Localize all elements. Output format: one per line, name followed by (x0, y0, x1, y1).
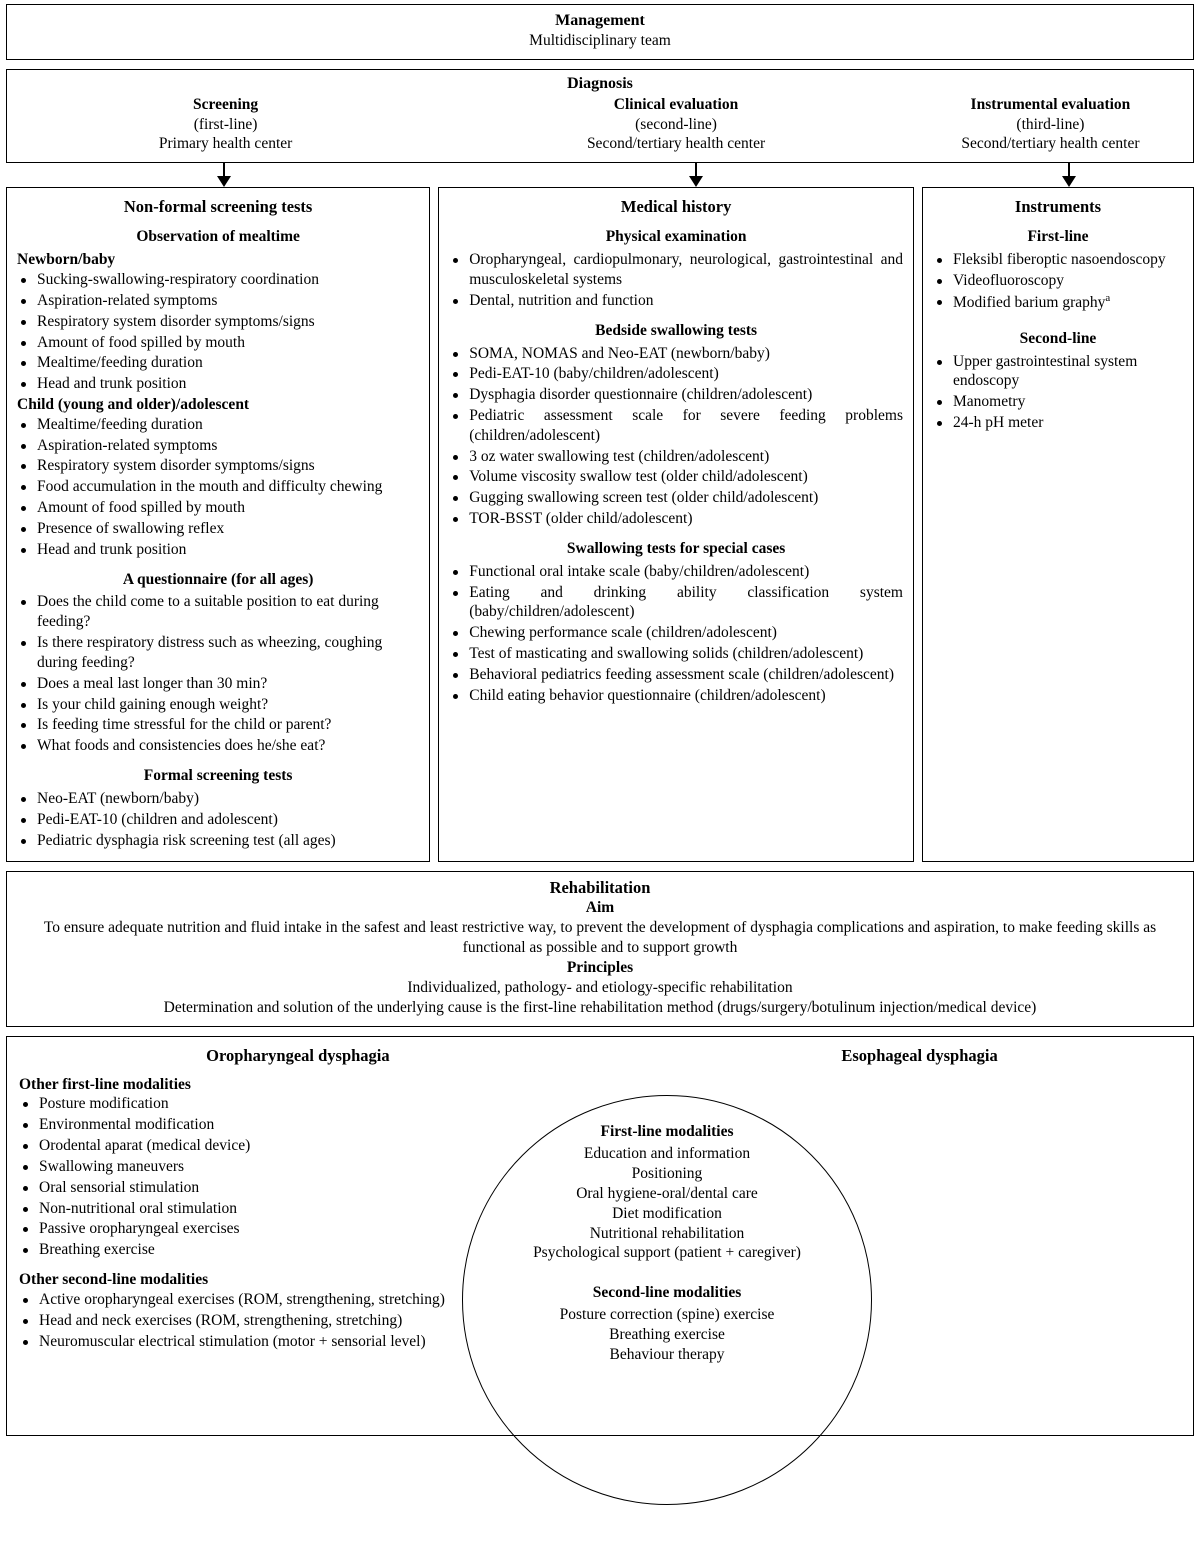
instruments-second-line-list (933, 352, 1183, 433)
rehabilitation-title: Rehabilitation (549, 878, 651, 898)
list-item: Presence of swallowing reflex (17, 519, 419, 539)
diagnosis-columns (15, 95, 1185, 154)
diagnosis-clinical-line3: Second/tertiary health center (586, 135, 766, 153)
list-item: Head and trunk position (17, 374, 419, 394)
list-item: Neo-EAT (newborn/baby) (17, 789, 419, 809)
list-item: Aspiration-related symptoms (17, 436, 419, 456)
arrow-down-clinical (689, 163, 703, 187)
list-item: Head and neck exercises (ROM, strengthening, stretching) (19, 1311, 554, 1331)
newborn-list (17, 270, 419, 394)
circle-list-item: Diet modification (612, 1204, 722, 1222)
child-list (17, 415, 419, 560)
list-item: Oral sensorial stimulation (19, 1178, 554, 1198)
list-item: Amount of food spilled by mouth (17, 498, 419, 518)
diagnosis-screening-line2: (first-line) (193, 115, 258, 133)
newborn-label: Newborn/baby (17, 251, 116, 269)
management-subtitle: Multidisciplinary team (529, 32, 671, 50)
other-first-line-label: Other first-line modalities (19, 1075, 191, 1093)
list-item: Is your child gaining enough weight? (17, 695, 419, 715)
questionnaire-heading: A questionnaire (for all ages) (122, 570, 314, 588)
list-item: 3 oz water swallowing test (children/adolescent) (449, 447, 903, 467)
list-item: Active oropharyngeal exercises (ROM, strengthening, stretching) (19, 1290, 554, 1310)
child-label: Child (young and older)/adolescent (17, 395, 250, 413)
special-heading: Swallowing tests for special cases (566, 539, 786, 557)
list-item: Does a meal last longer than 30 min? (17, 674, 419, 694)
list-item: Is feeding time stressful for the child or parent? (17, 715, 419, 735)
list-item: Respiratory system disorder symptoms/signs (17, 312, 419, 332)
list-item: Oropharyngeal, cardiopulmonary, neurological, gastrointestinal and musculoskeletal systems (449, 250, 903, 290)
instruments-first-line-list (933, 250, 1183, 313)
physical-heading: Physical examination (605, 228, 747, 246)
arrow-down-screening (217, 163, 231, 187)
diagnosis-instrumental-line3: Second/tertiary health center (961, 135, 1140, 153)
list-item: Child eating behavior questionnaire (children/adolescent) (449, 686, 903, 706)
circle-list-item: Oral hygiene-oral/dental care (576, 1184, 758, 1202)
list-item: Posture modification (19, 1094, 554, 1114)
dysphagia-headings (19, 1045, 1181, 1066)
shared-modalities-circle (462, 1095, 872, 1505)
list-item: Aspiration-related symptoms (17, 291, 419, 311)
list-item: Is there respiratory distress such as wheezing, coughing during feeding? (17, 633, 419, 673)
diagnosis-screening-line3: Primary health center (158, 135, 293, 153)
diagnosis-title: Diagnosis (567, 75, 633, 93)
circle-second-line-heading: Second-line modalities (592, 1284, 742, 1302)
list-item: Food accumulation in the mouth and difficulty chewing (17, 477, 419, 497)
list-item: Mealtime/feeding duration (17, 353, 419, 373)
bedside-list (449, 344, 903, 529)
screening-title: Non-formal screening tests (123, 197, 313, 217)
diagnosis-screening-heading: Screening (193, 95, 259, 113)
list-item: Test of masticating and swallowing solids (children/adolescent) (449, 644, 903, 664)
arrow-row (6, 163, 1194, 187)
list-item: Swallowing maneuvers (19, 1157, 554, 1177)
list-item: 24-h pH meter (933, 413, 1183, 433)
list-item: Functional oral intake scale (baby/children/adolescent) (449, 562, 903, 582)
circle-list-item: Psychological support (patient + caregiver) (533, 1244, 801, 1262)
list-item: Behavioral pediatrics feeding assessment scale (children/adolescent) (449, 665, 903, 685)
bedside-heading: Bedside swallowing tests (595, 321, 758, 339)
list-item: SOMA, NOMAS and Neo-EAT (newborn/baby) (449, 344, 903, 364)
circle-list-item: Breathing exercise (609, 1325, 725, 1343)
diagnosis-column-instrumental (916, 95, 1185, 154)
list-item: Pedi-EAT-10 (baby/children/adolescent) (449, 364, 903, 384)
other-second-line-label: Other second-line modalities (19, 1271, 209, 1289)
arrow-down-instrumental (1062, 163, 1076, 187)
circle-list-item: Posture correction (spine) exercise (559, 1306, 775, 1324)
formal-list (17, 789, 419, 850)
rehabilitation-aim-label: Aim (585, 899, 615, 917)
footnote-marker: a (1105, 291, 1111, 304)
diagnosis-column-screening (15, 95, 436, 154)
clinical-box (438, 187, 914, 862)
evaluation-columns (6, 187, 1194, 862)
circle-list-item: Nutritional rehabilitation (589, 1224, 745, 1242)
diagnosis-column-clinical (436, 95, 916, 154)
diagnosis-clinical-heading: Clinical evaluation (613, 95, 739, 113)
list-item: Passive oropharyngeal exercises (19, 1219, 554, 1239)
circle-list-item: Positioning (631, 1165, 703, 1183)
list-item: Respiratory system disorder symptoms/signs (17, 456, 419, 476)
management-box (6, 4, 1194, 60)
list-item: Videofluoroscopy (933, 271, 1183, 291)
instruments-title: Instruments (1014, 197, 1102, 217)
list-item: Environmental modification (19, 1115, 554, 1135)
list-item: Gugging swallowing screen test (older child/adolescent) (449, 488, 903, 508)
list-item: Chewing performance scale (children/adolescent) (449, 623, 903, 643)
observation-heading: Observation of mealtime (136, 228, 300, 246)
instruments-second-line-heading: Second-line (1019, 329, 1097, 347)
list-item: Pediatric dysphagia risk screening test (all ages) (17, 831, 419, 851)
list-item: Amount of food spilled by mouth (17, 333, 419, 353)
diagnosis-box (6, 69, 1194, 163)
circle-list-item: Education and information (583, 1145, 751, 1163)
list-item: Head and trunk position (17, 540, 419, 560)
list-item: Pediatric assessment scale for severe feeding problems (children/adolescent) (449, 406, 903, 446)
list-item (933, 292, 1183, 313)
instruments-box (922, 187, 1194, 862)
circle-first-line-heading: First-line modalities (600, 1123, 734, 1141)
list-item: Dental, nutrition and function (449, 291, 903, 311)
diagnosis-instrumental-line2: (third-line) (1016, 115, 1085, 133)
list-item: Sucking-swallowing-respiratory coordination (17, 270, 419, 290)
rehabilitation-principles-label: Principles (566, 958, 634, 976)
list-item: Neuromuscular electrical stimulation (motor + sensorial level) (19, 1332, 554, 1352)
list-item: Fleksibl fiberoptic nasoendoscopy (933, 250, 1183, 270)
screening-box (6, 187, 430, 862)
list-item: Dysphagia disorder questionnaire (children/adolescent) (449, 385, 903, 405)
list-item: Pedi-EAT-10 (children and adolescent) (17, 810, 419, 830)
list-item: Breathing exercise (19, 1240, 554, 1260)
rehabilitation-aim-text: To ensure adequate nutrition and fluid intake in the safest and least restrictive way, to prevent the development of dysphagia complications and aspiration, to make feeding skills as functional as possible and to support growth (43, 919, 1157, 957)
circle-list-item: Behaviour therapy (609, 1345, 725, 1363)
list-item: Orodental aparat (medical device) (19, 1136, 554, 1156)
physical-list (449, 250, 903, 310)
list-item: What foods and consistencies does he/she eat? (17, 736, 419, 756)
diagnosis-clinical-line2: (second-line) (635, 115, 717, 133)
list-item: Non-nutritional oral stimulation (19, 1199, 554, 1219)
rehabilitation-box (6, 871, 1194, 1027)
special-list (449, 562, 903, 706)
esophageal-title: Esophageal dysphagia (841, 1046, 998, 1066)
rehabilitation-principles-line1: Individualized, pathology- and etiology-specific rehabilitation (407, 978, 793, 996)
list-item: Does the child come to a suitable position to eat during feeding? (17, 592, 419, 632)
list-item: Mealtime/feeding duration (17, 415, 419, 435)
list-item: Upper gastrointestinal system endoscopy (933, 352, 1183, 392)
formal-heading: Formal screening tests (143, 767, 293, 785)
oropharyngeal-title: Oropharyngeal dysphagia (206, 1046, 390, 1066)
list-item: Volume viscosity swallow test (older child/adolescent) (449, 467, 903, 487)
management-title: Management (555, 12, 645, 29)
questionnaire-list (17, 592, 419, 756)
instruments-first-line-heading: First-line (1027, 228, 1089, 246)
list-item: TOR-BSST (older child/adolescent) (449, 509, 903, 529)
list-item-text: Modified barium graphy (953, 294, 1106, 311)
list-item: Eating and drinking ability classification system (baby/children/adolescent) (449, 583, 903, 623)
list-item: Manometry (933, 392, 1183, 412)
dysphagia-modalities-box (6, 1036, 1194, 1436)
clinical-title: Medical history (620, 197, 732, 217)
diagnosis-instrumental-heading: Instrumental evaluation (970, 95, 1131, 113)
rehabilitation-principles-line2: Determination and solution of the underlying cause is the first-line rehabilitation method (drugs/surgery/botulinum injection/medical device) (163, 998, 1037, 1016)
